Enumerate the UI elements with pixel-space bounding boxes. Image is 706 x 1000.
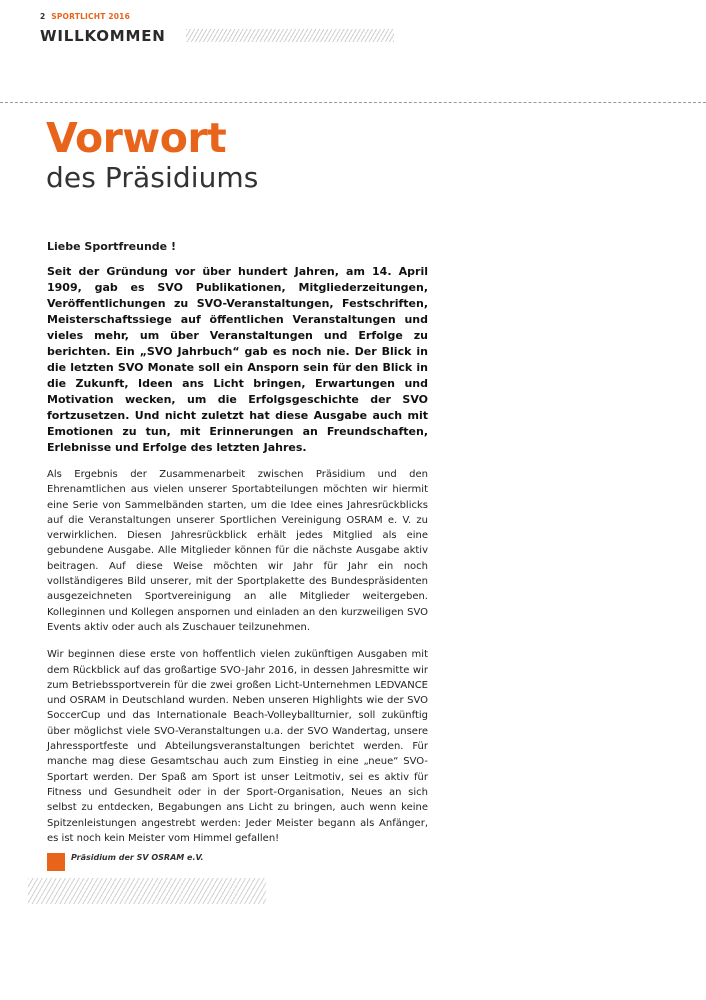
body-paragraph-2: Wir beginnen diese erste von hoffentlich vielen zukünftigen Ausgaben mit dem Rückblick auf das großartige SVO-Jahr 2016, in dessen Jahresmitte wir zum Betriebssportverein für die zwei großen Licht-Unternehmen LEDVANCE und OSRAM in Deutschland wurden. Neben unseren Highlights wie der SVO SoccerCup und das Internationale Beach-Volleyballturnier, soll zukünftig über möglichst viele SVO-Veranstaltungen u.a. der SVO Wandertag, unsere Jahressportfeste und Abteilungsveranstaltungen berichtet werden. Für manche mag diese Gesamtschau auch zum Einstieg in eine „neue“ SVO-Sportart werden. Der Spaß am Sport ist unser Leitmotiv, sei es aktiv für Fitness und Gesundheit oder in der Sport-Organisation, Neues an sich selbst zu entdecken, Begabungen ans Licht zu bringen, auch wenn keine Spitzenleistungen angestrebt werden: Jeder Meister begann als Anfänger, es ist noch kein Meister vom Himmel gefallen!	[47, 649, 428, 844]
lead-paragraph: Seit der Gründung vor über hundert Jahren, am 14. April 1909, gab es SVO Publikationen, Mitgliederzeitungen, Veröffentlichungen zu SVO-Veranstaltungen, Festschriften, Meisterschaftssiege auf öffentlichen Veranstaltungen und vieles mehr, um über Veranstaltungen und Erfolge zu berichten. Ein „SVO Jahrbuch“ gab es noch nie. Der Blick in die letzten SVO Monate soll ein Ansporn sein für den Blick in die Zukunft, Ideen ans Licht bringen, Erwartungen und Motivation wecken, um die Erfolgsgeschichte der SVO fortzusetzen. Und nicht zuletzt hat diese Ausgabe auch mit Emotionen zu tun, mit Erinnerungen an Freundschaften, Erlebnisse und Erfolge des letzten Jahres.	[47, 265, 428, 454]
section-row	[40, 27, 360, 51]
headline	[46, 112, 646, 193]
page-number: 2	[40, 12, 46, 21]
greeting: Liebe Sportfreunde !	[47, 240, 176, 253]
publication-name: SPORTLICHT 2016	[51, 12, 131, 21]
article-body	[47, 239, 428, 858]
running-head	[40, 12, 360, 21]
dashed-divider	[0, 102, 706, 103]
page-header	[40, 12, 360, 51]
body-paragraph-1: Als Ergebnis der Zusammenarbeit zwischen Präsidium und den Ehrenamtlichen aus vielen unserer Sportabteilungen möchten wir hiermit eine Serie von Sammelbänden starten, um die Idee eines Jahresrückblicks auf die Veranstaltungen unserer Sportlichen Vereinigung OSRAM e. V. zu verwirklichen. Diesen Jahresrückblick erhält jedes Mitglied als eine gebundene Ausgabe. Alle Mitglieder können für die nächste Ausgabe aktiv beitragen. Auf diese Weise möchten wir Jahr für Jahr ein noch vollständigeres Bild unserer, mit der Sportplakette des Bundespräsidenten ausgezeichneten Sportvereinigung an alle Mitglieder weitergeben. Kolleginnen und Kollegen anspornen und einladen an den kurzweiligen SVO Events aktiv oder auch als Zuschauer teilzunehmen.	[47, 469, 428, 633]
hatch-decoration-bottom	[28, 878, 266, 904]
signature-square-icon	[47, 853, 65, 871]
section-title: WILLKOMMEN	[40, 27, 166, 45]
hatch-decoration-top	[186, 29, 394, 42]
signature: Präsidium der SV OSRAM e.V.	[71, 853, 204, 862]
page-subtitle: des Präsidiums	[46, 161, 259, 194]
page-title: Vorwort	[46, 114, 227, 162]
